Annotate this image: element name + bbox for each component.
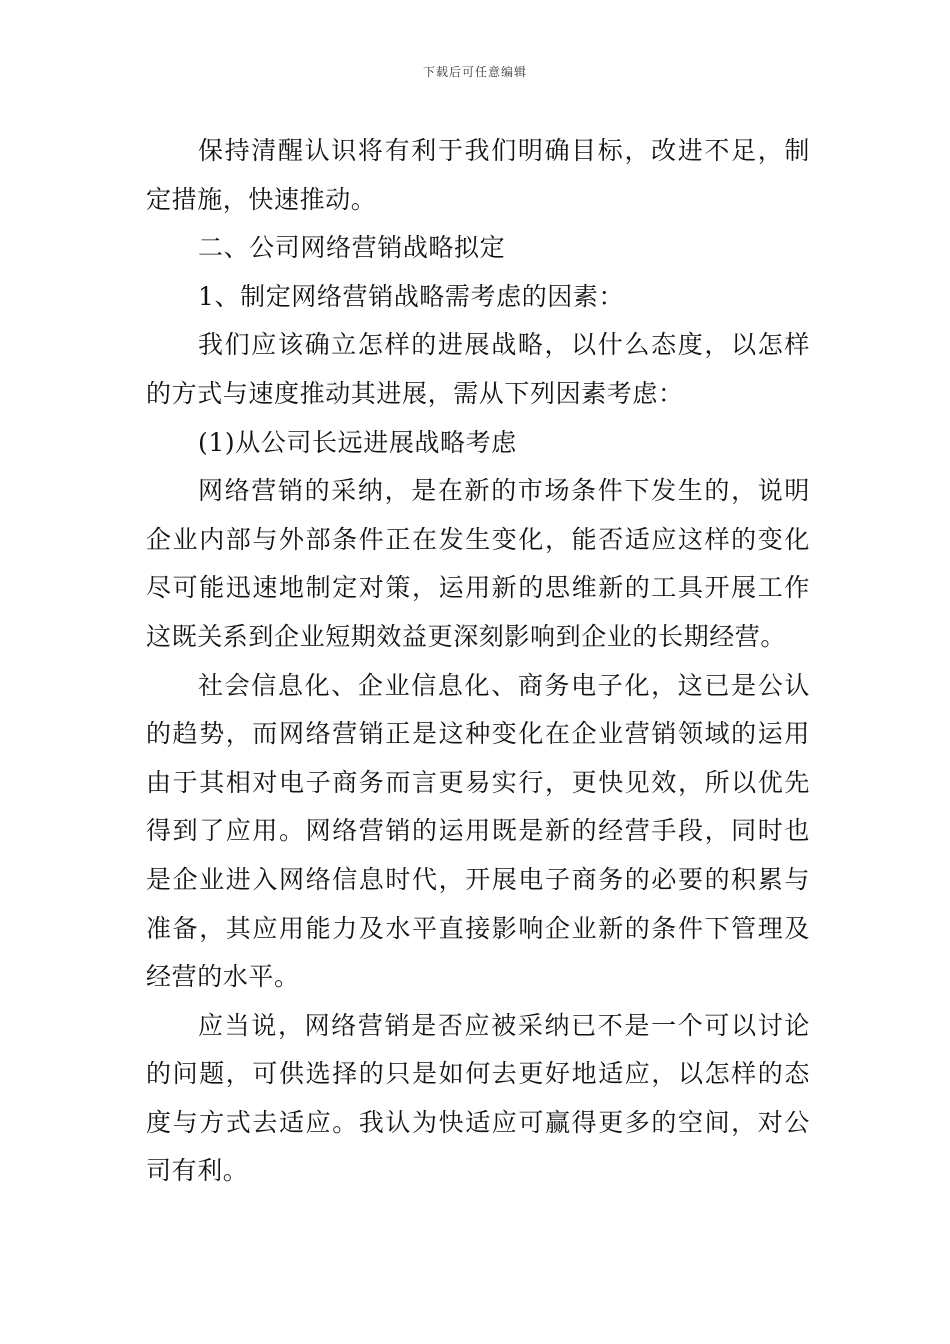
paragraph-adoption: 应当说，网络营销是否应被采纳已不是一个可以讨论的问题，可供选择的只是如何去更好地适应，以怎样的态度与方式去适应。我认为快适应可赢得更多的空间，对公司有利。: [146, 1010, 810, 1186]
paragraph-intro: 我们应该确立怎样的进展战略，以什么态度，以怎样的方式与速度推动其进展，需从下列因素考虑：: [146, 330, 810, 408]
paragraph-market-conditions: 网络营销的采纳，是在新的市场条件下发生的，说明企业内部与外部条件正在发生变化，能否适应这样的变化尽可能迅速地制定对策，运用新的思维新的工具开展工作这既关系到企业短期效益更深刻影响到企业的长期经营。: [146, 476, 810, 651]
document-body: [146, 127, 810, 1196]
subsection-heading: 1、制定网络营销战略需考虑的因素：: [198, 281, 625, 311]
paragraph-conclusion: 保持清醒认识将有利于我们明确目标，改进不足，制定措施，快速推动。: [146, 136, 810, 214]
section-heading: 二、公司网络营销战略拟定: [198, 233, 506, 263]
paragraph-informatization: 社会信息化、企业信息化、商务电子化，这已是公认的趋势，而网络营销正是这种变化在企业营销领域的运用由于其相对电子商务而言更易实行，更快见效，所以优先得到了应用。网络营销的运用既是新的经营手段，同时也是企业进入网络信息时代，开展电子商务的必要的积累与准备，其应用能力及水平直接影响企业新的条件下管理及经营的水平。: [146, 670, 810, 992]
item-heading: (1)从公司长远进展战略考虑: [198, 427, 517, 457]
page-header: 下载后可任意编辑: [422, 65, 527, 79]
